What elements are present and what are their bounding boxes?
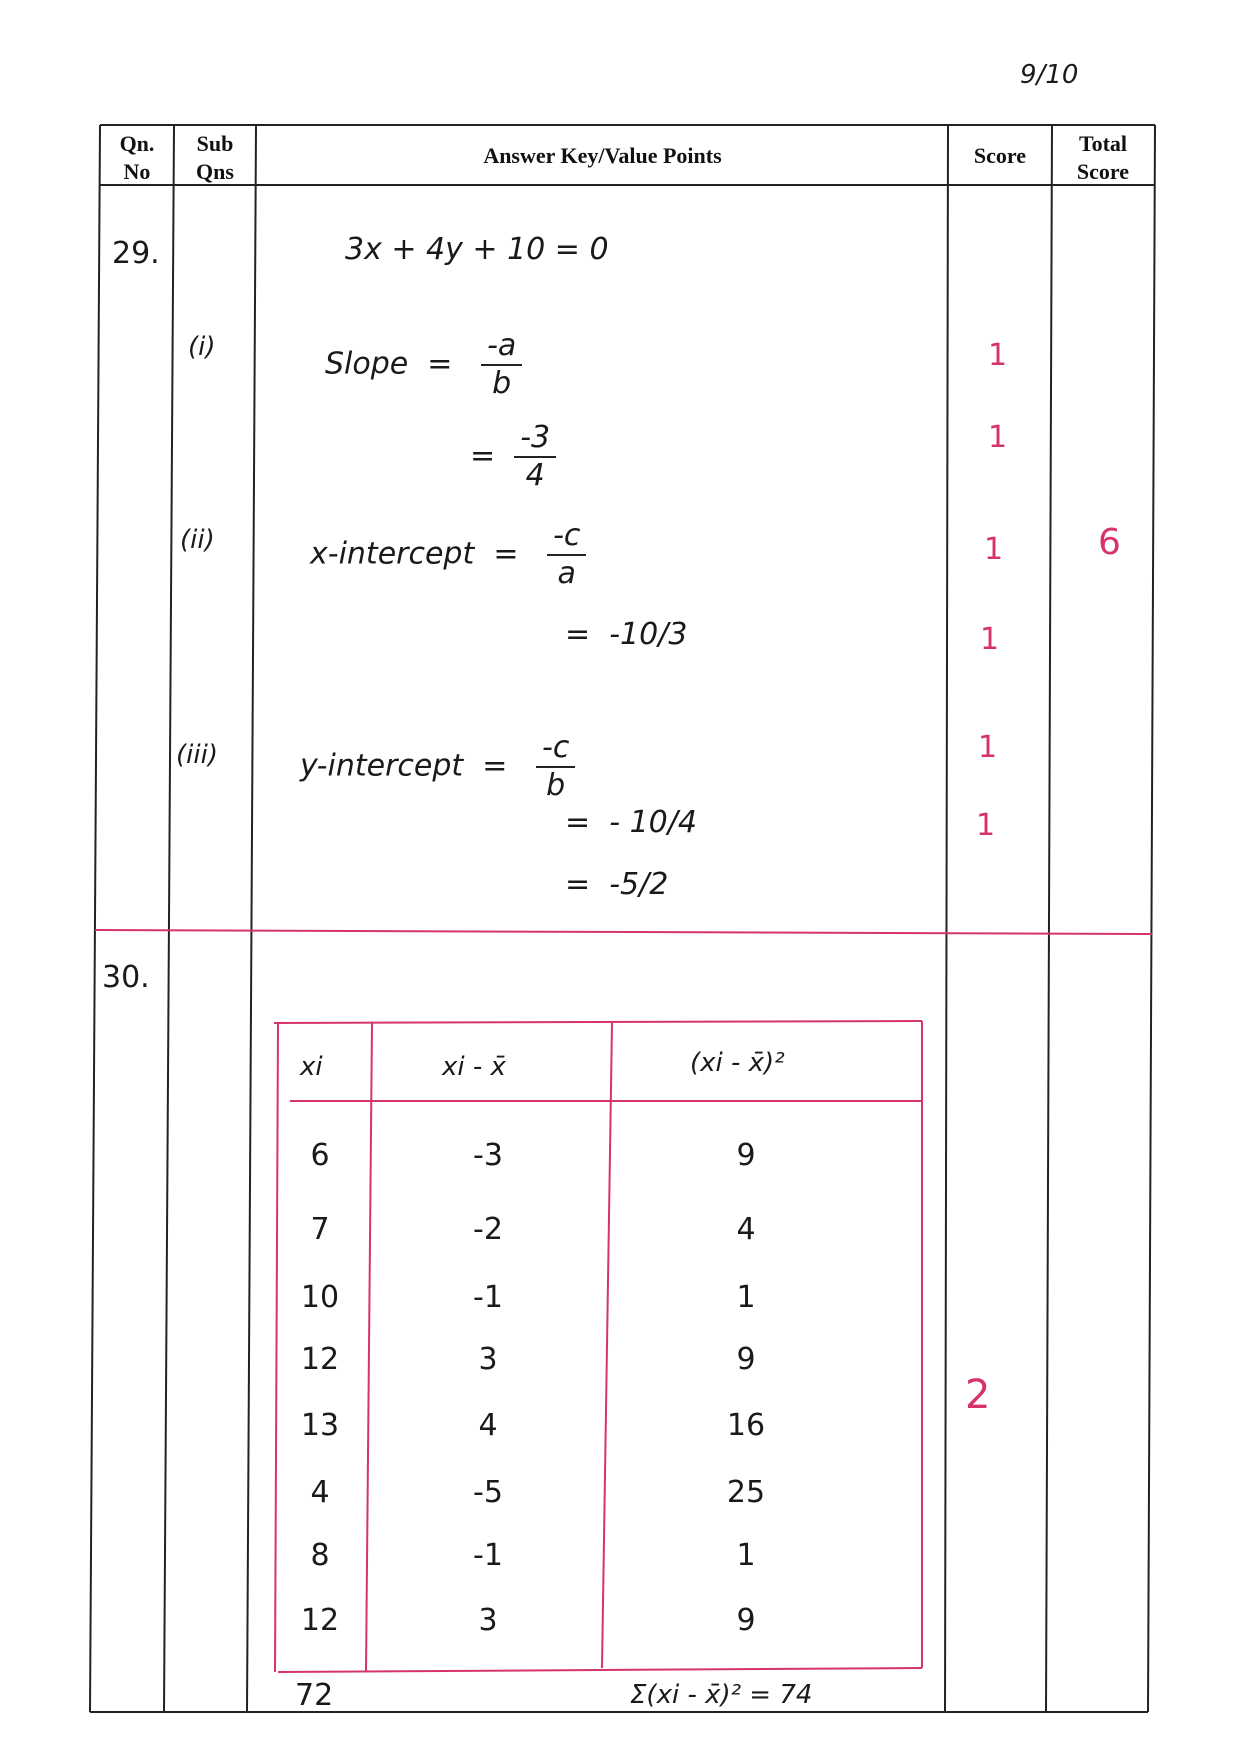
q29-ii-score-2: 1	[980, 622, 1000, 657]
q29-part-ii-label: (ii)	[180, 525, 215, 555]
q29-slope-value: = $\frac{-3}{4}$	[470, 420, 556, 494]
q30-cell: -1	[473, 1280, 503, 1315]
q30-number: 30.	[102, 960, 150, 995]
q29-number: 29.	[112, 236, 160, 271]
q29-i-score-2: 1	[988, 420, 1008, 455]
q29-part-iii-label: (iii)	[176, 740, 218, 770]
q29-iii-score-2: 1	[976, 808, 996, 843]
q30-score: 2	[965, 1372, 991, 1418]
q29-y-intercept-value: = -5/2	[565, 867, 669, 902]
page-score-mark: 9/10	[1020, 60, 1079, 90]
header-qn-no: Qn. No	[119, 131, 155, 184]
q30-cell: 8	[310, 1538, 330, 1573]
q29-part-i-label: (i)	[188, 332, 216, 362]
header-total-score: Total Score	[1076, 131, 1130, 184]
q29-slope-line: Slope = $\frac{-a}{b}$	[325, 328, 522, 402]
q30-cell: -1	[473, 1538, 503, 1573]
q30-cell: 6	[310, 1138, 330, 1173]
q30-sum-x: 72	[295, 1678, 334, 1713]
q30-cell: 3	[478, 1342, 498, 1377]
q30-cell: 9	[736, 1342, 756, 1377]
q30-cell: 4	[736, 1212, 756, 1247]
q30-cell: -3	[473, 1138, 503, 1173]
q30-cell: -5	[473, 1475, 503, 1510]
q29-y-intercept-line: y-intercept = $\frac{-c}{b}$	[300, 730, 575, 804]
q29-total-score: 6	[1098, 522, 1121, 563]
q30-cell: 1	[736, 1538, 756, 1573]
q30-cell: 4	[310, 1475, 330, 1510]
q29-i-score-1: 1	[988, 338, 1008, 373]
q30-header-deviation: xi - x̄	[442, 1052, 506, 1082]
q30-header-xi: xi	[300, 1052, 323, 1082]
q30-cell: 12	[300, 1603, 340, 1638]
q30-cell: 4	[478, 1408, 498, 1443]
q29-y-intercept-step: = - 10/4	[565, 805, 697, 840]
q30-cell: 9	[736, 1603, 756, 1638]
q30-header-squared: (xi - x̄)²	[690, 1048, 785, 1078]
q30-cell: 9	[736, 1138, 756, 1173]
q30-cell: 3	[478, 1603, 498, 1638]
q30-cell: 1	[736, 1280, 756, 1315]
header-score: Score	[973, 143, 1027, 168]
header-sub-qns: Sub Qns	[196, 131, 234, 184]
q29-iii-score-1: 1	[978, 730, 998, 765]
q30-cell: 13	[300, 1408, 340, 1443]
q29-x-intercept-line: x-intercept = $\frac{-c}{a}$	[310, 518, 586, 592]
q30-cell: -2	[473, 1212, 503, 1247]
q30-cell: 7	[310, 1212, 330, 1247]
q30-cell: 10	[300, 1280, 340, 1315]
q30-sum-squares: Σ(xi - x̄)² = 74	[630, 1680, 813, 1710]
q30-cell: 12	[300, 1342, 340, 1377]
q30-cell: 25	[726, 1475, 766, 1510]
q29-equation: 3x + 4y + 10 = 0	[345, 232, 609, 267]
q29-x-intercept-value: = -10/3	[565, 617, 688, 652]
q29-ii-score-1: 1	[984, 532, 1004, 567]
q30-cell: 16	[726, 1408, 766, 1443]
header-answer-key: Answer Key/Value Points	[483, 143, 722, 168]
